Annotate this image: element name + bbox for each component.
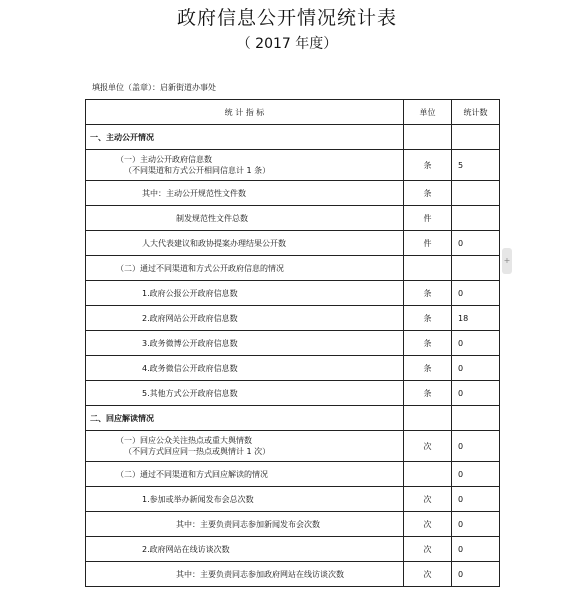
unit-cell: 次: [404, 512, 452, 537]
indicator-label: 3.政务微博公开政府信息数: [142, 338, 238, 348]
table-row: [86, 125, 500, 150]
indicator-cell: [86, 206, 404, 231]
table-row: [86, 356, 500, 381]
table-row: [86, 381, 500, 406]
indicator-cell: [86, 181, 404, 206]
indicator-label: 其中：主要负责同志参加政府网站在线访谈次数: [176, 569, 344, 579]
indicator-cell: [86, 462, 404, 487]
unit-cell: 件: [404, 206, 452, 231]
report-year: （ 2017 年度）: [236, 36, 338, 52]
count-cell: 5: [452, 150, 500, 181]
unit-cell: 条: [404, 331, 452, 356]
indicator-cell: [86, 381, 404, 406]
table-row: [86, 231, 500, 256]
indicator-cell: [86, 537, 404, 562]
indicator-label: 制发规范性文件总数: [176, 213, 248, 223]
statistics-table: [85, 99, 500, 587]
count-cell: [452, 406, 500, 431]
unit-cell: 条: [404, 150, 452, 181]
unit-cell: [404, 462, 452, 487]
unit-cell: [404, 256, 452, 281]
unit-cell: [404, 125, 452, 150]
indicator-label: 5.其他方式公开政府信息数: [142, 388, 238, 398]
table-row: [86, 150, 500, 181]
indicator-label: 1.参加或举办新闻发布会总次数: [142, 494, 254, 504]
indicator-cell: [86, 125, 404, 150]
table-row: [86, 431, 500, 462]
count-cell: 0: [452, 487, 500, 512]
table-row: [86, 306, 500, 331]
indicator-cell: [86, 431, 404, 462]
count-cell: 0: [452, 562, 500, 587]
count-cell: 0: [452, 431, 500, 462]
header-unit: 单位: [404, 100, 452, 125]
statistics-table-body: [86, 100, 500, 587]
indicator-label: 二、回应解读情况: [90, 413, 154, 423]
indicator-label: （一）主动公开政府信息数: [116, 155, 212, 164]
header-count: 统计数: [452, 100, 500, 125]
indicator-note: （不同方式回应同一热点或舆情计 1 次）: [124, 447, 271, 456]
unit-cell: 件: [404, 231, 452, 256]
indicator-cell: [86, 256, 404, 281]
table-row: [86, 281, 500, 306]
indicator-label: 4.政务微信公开政府信息数: [142, 363, 238, 373]
indicator-label: （二）通过不同渠道和方式回应解读的情况: [116, 469, 268, 479]
count-cell: 0: [452, 462, 500, 487]
indicator-cell: [86, 281, 404, 306]
side-expand-handle[interactable]: +: [502, 248, 512, 274]
indicator-label: 2.政府网站公开政府信息数: [142, 313, 238, 323]
indicator-cell: [86, 512, 404, 537]
indicator-cell: [86, 231, 404, 256]
unit-cell: 次: [404, 487, 452, 512]
page-title: 政府信息公开情况统计表: [176, 7, 397, 29]
table-row: [86, 206, 500, 231]
table-row: [86, 462, 500, 487]
indicator-label: 一、主动公开情况: [90, 132, 154, 142]
indicator-label: （一）回应公众关注热点或重大舆情数: [116, 436, 252, 445]
count-cell: 0: [452, 537, 500, 562]
count-cell: 0: [452, 356, 500, 381]
table-row: [86, 537, 500, 562]
table-row: [86, 331, 500, 356]
unit-cell: 条: [404, 181, 452, 206]
count-cell: [452, 206, 500, 231]
indicator-cell: [86, 406, 404, 431]
indicator-cell: [86, 562, 404, 587]
unit-cell: [404, 406, 452, 431]
indicator-label: 其中：主要负责同志参加新闻发布会次数: [176, 519, 320, 529]
count-cell: 0: [452, 231, 500, 256]
indicator-label: 2.政府网站在线访谈次数: [142, 544, 230, 554]
indicator-label: 其中：主动公开规范性文件数: [142, 188, 246, 198]
unit-cell: 次: [404, 431, 452, 462]
indicator-label: （二）通过不同渠道和方式公开政府信息的情况: [116, 263, 284, 273]
unit-cell: 条: [404, 381, 452, 406]
table-row: [86, 512, 500, 537]
count-cell: 18: [452, 306, 500, 331]
count-cell: [452, 256, 500, 281]
unit-cell: 条: [404, 306, 452, 331]
header-indicator: 统 计 指 标: [86, 100, 404, 125]
count-cell: 0: [452, 381, 500, 406]
indicator-cell: [86, 306, 404, 331]
count-cell: 0: [452, 331, 500, 356]
table-row: [86, 406, 500, 431]
count-cell: [452, 125, 500, 150]
unit-cell: 次: [404, 537, 452, 562]
indicator-cell: [86, 487, 404, 512]
table-row: [86, 256, 500, 281]
unit-cell: 次: [404, 562, 452, 587]
unit-cell: 条: [404, 356, 452, 381]
count-cell: [452, 181, 500, 206]
indicator-note: （不同渠道和方式公开相同信息计 1 条）: [124, 166, 271, 175]
count-cell: 0: [452, 512, 500, 537]
unit-cell: 条: [404, 281, 452, 306]
table-row: [86, 181, 500, 206]
indicator-cell: [86, 331, 404, 356]
indicator-cell: [86, 356, 404, 381]
table-row: [86, 562, 500, 587]
table-row: [86, 487, 500, 512]
indicator-label: 1.政府公报公开政府信息数: [142, 288, 238, 298]
indicator-cell: [86, 150, 404, 181]
reporting-unit: 填报单位（盖章）：启新街道办事处: [92, 83, 216, 92]
table-header-row: [86, 100, 500, 125]
count-cell: 0: [452, 281, 500, 306]
indicator-label: 人大代表建议和政协提案办理结果公开数: [142, 238, 286, 248]
